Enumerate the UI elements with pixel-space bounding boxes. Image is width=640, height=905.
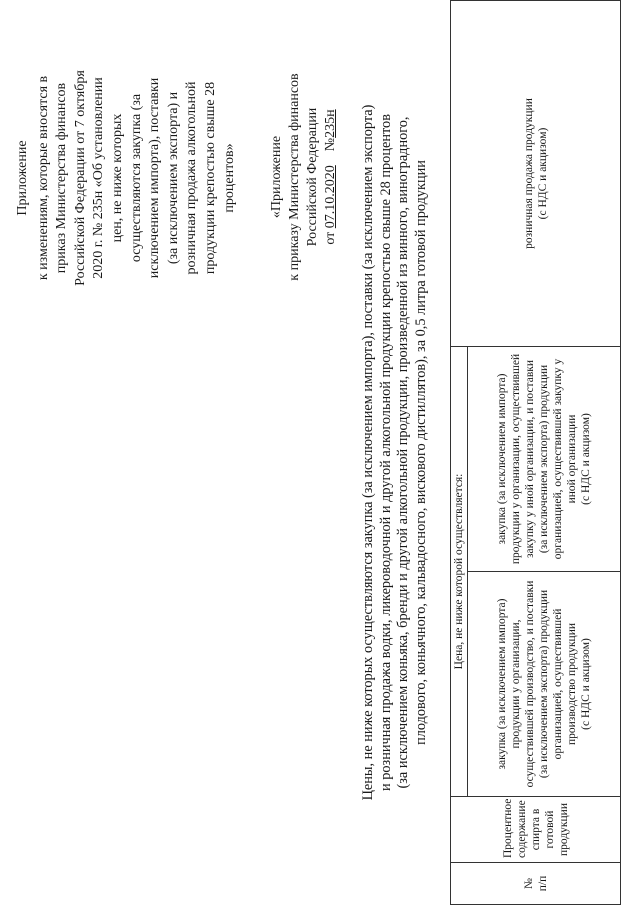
annex-line: приказ Министерства финансов — [54, 82, 70, 274]
heading-line: плодового, коньячного, кальвадосного, вискового дистиллятов), за 0,5 литра готовой продукции — [412, 160, 429, 745]
annex-line: Российской Федерации от 7 октября — [72, 70, 88, 286]
annex-line: 2020 г. № 235н «Об установлении — [91, 77, 107, 279]
annex-line: к изменениям, которые вносятся в — [35, 75, 51, 281]
annex-order-date-line — [322, 17, 340, 337]
annex-title: Приложение — [15, 140, 30, 216]
annex-line: процентов» — [221, 143, 237, 213]
annex-to-order — [268, 17, 340, 337]
header-purchase-from-other: закупка (за исключением импорта) продукции у организации, осуществившей закупку у иной организации, и поставки (за исключением экспорта) продукции организацией, осуществившей закупку у иной организации (с НДС и акцизом) — [468, 346, 621, 571]
header-price-group: Цена, не ниже которой осуществляется: — [451, 346, 468, 796]
annex-order-title: «Приложение — [269, 135, 284, 219]
header-alcohol-percent: Процентное содержание спирта в готовой продукции — [451, 797, 621, 863]
number-prefix: № — [323, 137, 338, 152]
order-number: 235н — [323, 109, 338, 138]
heading-line: и розничная продажа водки, ликероводочной и другой алкогольной продукции крепостью свыше 28 процентов — [377, 114, 394, 791]
date-prefix: от — [323, 231, 338, 245]
annex-line: продукции крепостью свыше 28 — [202, 81, 218, 275]
header-purchase-from-producer: закупка (за исключением импорта) продукции у организации, осуществившей производство, и поставки (за исключением экспорта) продукции организацией, осуществившей производство продукции (с НДС и акцизом) — [468, 572, 621, 797]
heading-line: (за исключением коньяка, бренди и другой алкогольной продукции, произведенной из винного, виноградного, — [395, 116, 412, 789]
annex-line: осуществляются закупка (за — [128, 93, 144, 263]
annex-line: цен, не ниже которых — [109, 113, 125, 243]
header-retail: розничная продажа продукции (с НДС и акцизом) — [451, 1, 621, 347]
annex-line: розничная продажа алкогольной — [184, 81, 200, 275]
annex-to-changes — [14, 33, 239, 323]
order-date: 07.10.2020 — [323, 165, 338, 229]
header-number: № п/п — [451, 863, 621, 905]
annex-order-line: Российской Федерации — [305, 107, 320, 247]
heading-line: Цены, не ниже которых осуществляются закупка (за исключением импорта), поставки (за исключением экспорта) — [360, 104, 376, 801]
annex-line: исключением импорта), поставки — [147, 77, 163, 279]
annex-order-line: к приказу Министерства финансов — [287, 73, 302, 281]
document-heading — [360, 30, 430, 875]
price-table — [450, 0, 621, 905]
annex-line: (за исключением экспорта) и — [165, 91, 181, 265]
